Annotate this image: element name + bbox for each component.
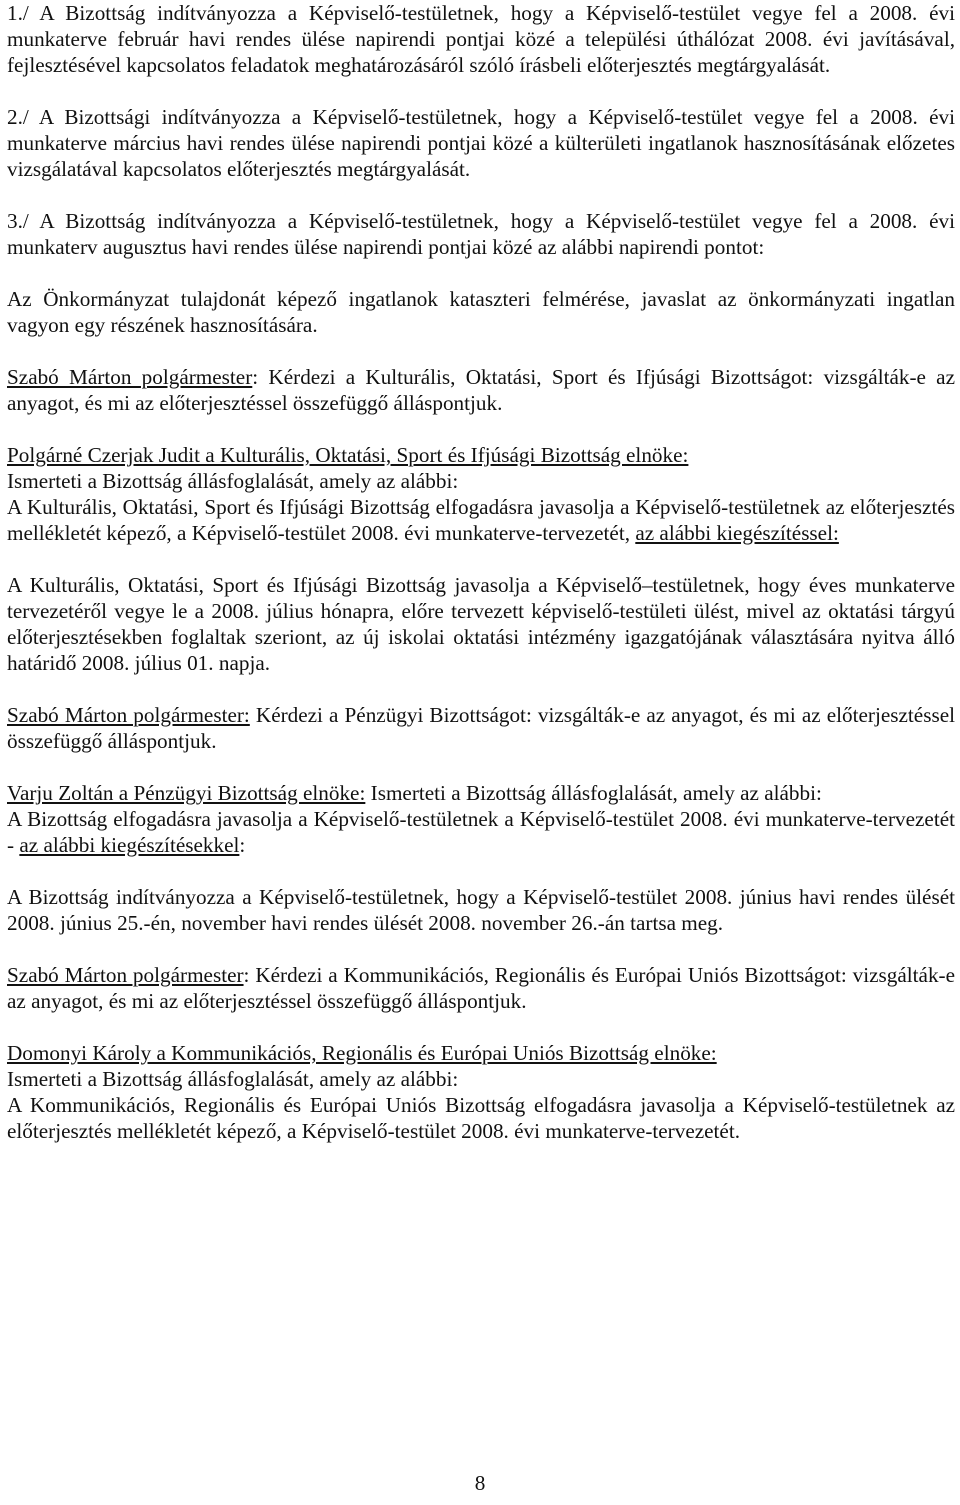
- document-page: [7, 0, 955, 1144]
- paragraph-proposal: Az Önkormányzat tulajdonát képező ingatlanok kataszteri felmérése, javaslat az önkormányzati ingatlan vagyon egy részének hasznosítására.: [7, 287, 955, 337]
- paragraph-item-2: 2./ A Bizottsági indítványozza a Képviselő-testületnek, hogy a Képviselő-testület vegye fel a 2008. évi munkaterve március havi rendes ülése napirendi pontjai közé a külterületi ingatlanok hasznosításának előzetes vizsgálatával kapcsolatos előterjesztés megtárgyalását.: [7, 105, 955, 181]
- speaker-name: Szabó Márton polgármester:: [7, 703, 250, 727]
- statement-text: Kérdezi a Kommunikációs, Regionális és Európai Uniós Bizottságot: vizsgálták-e az anyagot, és mi az előterjesztéssel összefüggő álláspontjuk.: [7, 963, 955, 1013]
- statement-finance-committee-head: [7, 780, 955, 806]
- statement-line: [7, 806, 955, 858]
- page-number: 8: [474, 1471, 486, 1495]
- underlined-text: az alábbi kiegészítéssel:: [635, 521, 839, 545]
- statement-mayor-2: [7, 702, 955, 754]
- paragraph-item-3: 3./ A Bizottság indítványozza a Képviselő-testületnek, hogy a Képviselő-testület vegye fel a 2008. évi munkaterv augusztus havi rendes ülése napirendi pontjai közé az alábbi napirendi pontot:: [7, 209, 955, 259]
- statement-text: A Bizottság elfogadásra javasolja a Képviselő-testületnek a Képviselő-testület 2008. évi munkaterve-tervezetét -: [7, 807, 955, 857]
- statement-mayor-1: [7, 364, 955, 416]
- statement-line: Ismerteti a Bizottság állásfoglalását, amely az alábbi:: [7, 1067, 459, 1091]
- statement-culture-committee-head: [7, 442, 955, 468]
- speaker-name: Szabó Márton polgármester: [7, 365, 253, 389]
- statement-mayor-3: [7, 962, 955, 1014]
- paragraph-culture-proposal: A Kulturális, Oktatási, Sport és Ifjúsági Bizottság javasolja a Képviselő–testületnek, hogy éves munkaterve tervezetéről vegye le a 2008. július hónapra, előre tervezett képviselő-testületi ülést, mivel az oktatási tárgyú előterjesztésekben foglaltak szeriont, az új iskolai oktatási intézmény igazgatójának választására nyitva álló határidő 2008. július 01. napja.: [7, 573, 955, 675]
- statement-tail: :: [239, 833, 246, 857]
- underlined-text: az alábbi kiegészítésekkel: [19, 833, 240, 857]
- statement-text: Kérdezi a Pénzügyi Bizottságot: vizsgálták-e az anyagot, és mi az előterjesztéssel összefüggő álláspontjuk.: [7, 703, 955, 753]
- statement-line: Ismerteti a Bizottság állásfoglalását, amely az alábbi:: [7, 469, 459, 493]
- statement-text: Kérdezi a Kulturális, Oktatási, Sport és Ifjúsági Bizottságot: vizsgálták-e az anyagot, és mi az előterjesztéssel összefüggő álláspontjuk.: [7, 365, 955, 415]
- speaker-name: Polgárné Czerjak Judit a Kulturális, Oktatási, Sport és Ifjúsági Bizottság elnöke:: [7, 443, 689, 467]
- statement-line: [7, 494, 955, 546]
- speaker-colon: :: [252, 365, 259, 389]
- statement-text: A Kulturális, Oktatási, Sport és Ifjúsági Bizottság elfogadásra javasolja a Képviselő-testületnek az előterjesztés mellékletét képező, a Képviselő-testület 2008. évi munkaterve-tervezetét,: [7, 495, 955, 545]
- statement-line: A Kommunikációs, Regionális és Európai Uniós Bizottság elfogadásra javasolja a Képviselő-testületnek az előterjesztés mellékletét képező, a Képviselő-testület 2008. évi munkaterve-tervezetét.: [7, 1093, 955, 1143]
- speaker-name: Szabó Márton polgármester: [7, 963, 244, 987]
- speaker-name: Varju Zoltán a Pénzügyi Bizottság elnöke:: [7, 781, 366, 805]
- paragraph-item-1: 1./ A Bizottság indítványozza a Képviselő-testületnek, hogy a Képviselő-testület vegye fel a 2008. évi munkaterve február havi rendes ülése napirendi pontjai közé a települési úthálózat 2008. évi javításával, fejlesztésével kapcsolatos feladatok meghatározásáról szóló írásbeli előterjesztés megtárgyalását.: [7, 1, 955, 77]
- statement-communication-committee-head: [7, 1040, 955, 1066]
- statement-text: Ismerteti a Bizottság állásfoglalását, amely az alábbi:: [365, 781, 822, 805]
- speaker-name: Domonyi Károly a Kommunikációs, Regionális és Európai Uniós Bizottság elnöke:: [7, 1041, 717, 1065]
- speaker-colon: :: [243, 963, 250, 987]
- paragraph-finance-proposal: A Bizottság indítványozza a Képviselő-testületnek, hogy a Képviselő-testület 2008. június havi rendes ülését 2008. június 25.-én, november havi rendes ülését 2008. november 26.-án tartsa meg.: [7, 885, 955, 935]
